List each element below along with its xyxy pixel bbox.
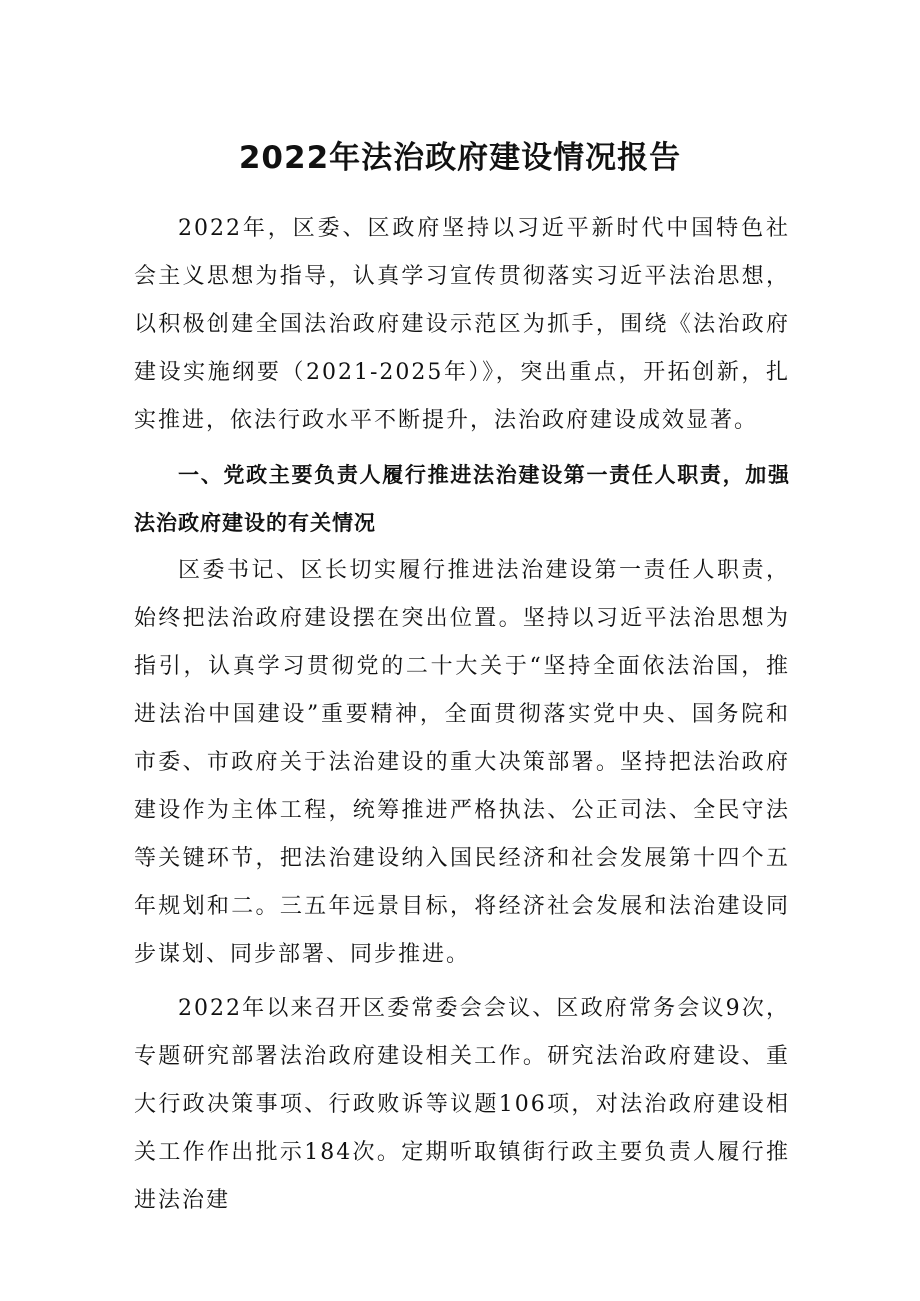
- intro-paragraph: 2022年，区委、区政府坚持以习近平新时代中国特色社会主义思想为指导，认真学习宣传贯彻落实习近平法治思想，以积极创建全国法治政府建设示范区为抓手，围绕《法治政府建设实施纲要（2021-2025年）》，突出重点，开拓创新，扎实推进，依法行政水平不断提升，法治政府建设成效显著。: [134, 216, 790, 433]
- body-paragraph-2: 2022年以来召开区委常委会会议、区政府常务会议9次，专题研究部署法治政府建设相关工作。研究法治政府建设、重大行政决策事项、行政败诉等议题106项，对法治政府建设相关工作作出批示184次。定期听取镇街行政主要负责人履行推进法治建: [134, 996, 790, 1213]
- document-body: [134, 205, 790, 1225]
- body-paragraph-1: 区委书记、区长切实履行推进法治建设第一责任人职责，始终把法治政府建设摆在突出位置。坚持以习近平法治思想为指引，认真学习贯彻党的二十大关于“坚持全面依法治国，推进法治中国建设”重要精神，全面贯彻落实党中央、国务院和市委、市政府关于法治建设的重大决策部署。坚持把法治政府建设作为主体工程，统筹推进严格执法、公正司法、全民守法等关键环节，把法治建设纳入国民经济和社会发展第十四个五年规划和二。三五年远景目标，将经济社会发展和法治建设同步谋划、同步部署、同步推进。: [134, 558, 790, 967]
- document-title: 2022年法治政府建设情况报告: [238, 140, 682, 176]
- section-heading-1: 一、党政主要负责人履行推进法治建设第一责任人职责，加强法治政府建设的有关情况: [134, 463, 790, 535]
